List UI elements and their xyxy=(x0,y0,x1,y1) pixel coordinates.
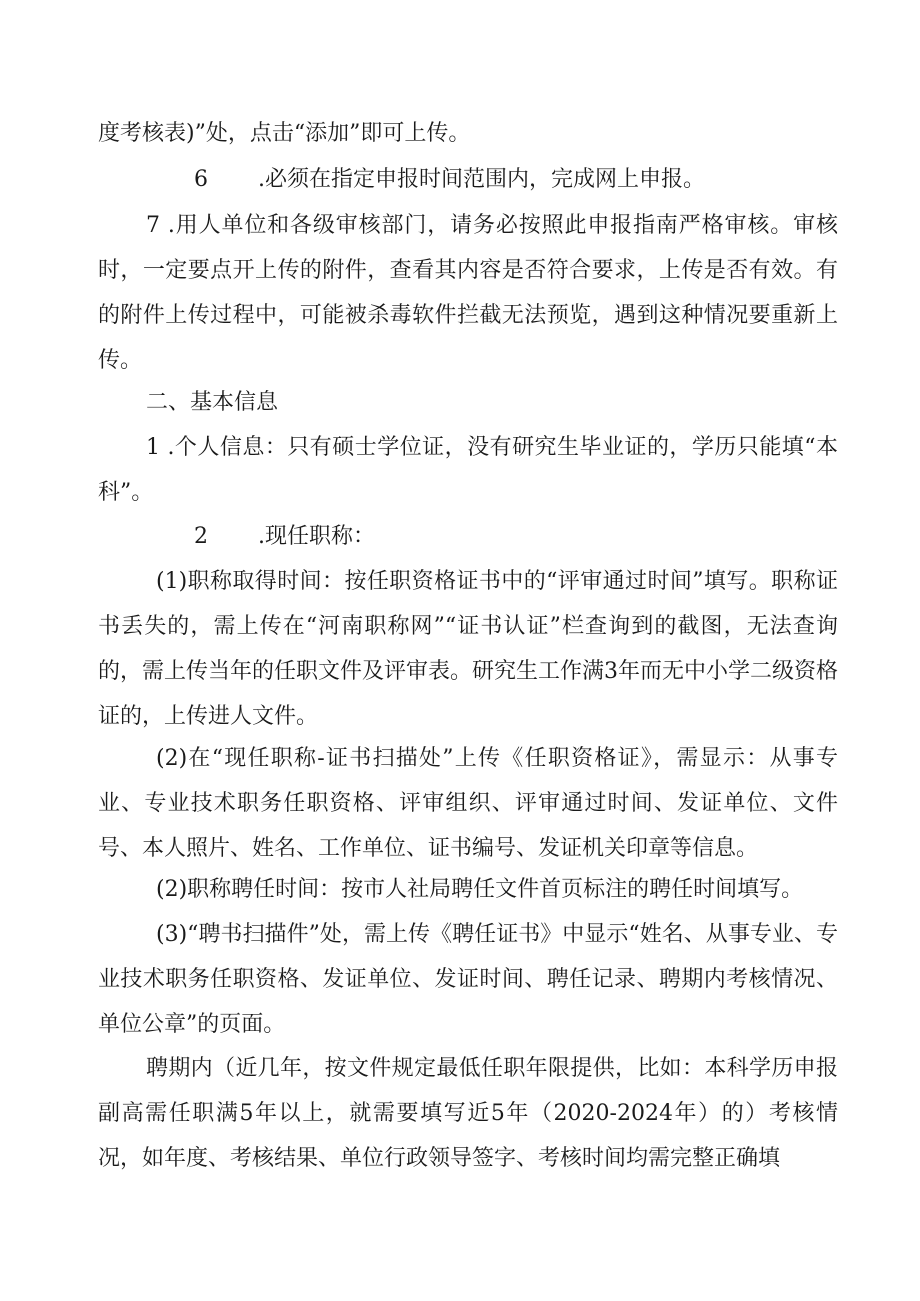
paragraph-7 xyxy=(98,559,838,739)
paragraph-9-text: (2)职称聘任时间：按市人社局聘任文件首页标注的聘任时间填写。 xyxy=(156,877,804,902)
paragraph-6 xyxy=(98,514,838,559)
paragraph-6-text: .现任职称： xyxy=(258,524,375,549)
section-heading-basic-info xyxy=(98,380,838,425)
item-number-2: 2 xyxy=(194,524,208,549)
paragraph-7-text: (1)职称取得时间：按任职资格证书中的“评审通过时间”填写。职称证书丢失的，需上传在“河南职称网”“证书认证”栏查询到的截图，无法查询的，需上传当年的任职文件及评审表。研究生工作满3年而无中小学二级资格证的，上传进人文件。 xyxy=(98,569,838,729)
paragraph-3-text: 7 .用人单位和各级审核部门，请务必按照此申报指南严格审核。审核时，一定要点开上传的附件，查看其内容是否符合要求，上传是否有效。有的附件上传过程中，可能被杀毒软件拦截无法预览，遇到这种情况要重新上传。 xyxy=(98,213,838,373)
paragraph-10 xyxy=(98,912,838,1047)
paragraph-8 xyxy=(98,736,838,871)
paragraph-2 xyxy=(98,157,838,202)
paragraph-5-text: 1 .个人信息：只有硕士学位证，没有研究生毕业证的，学历只能填“本科”。 xyxy=(98,435,838,505)
paragraph-1 xyxy=(98,111,838,156)
paragraph-2-text: .必须在指定申报时间范围内，完成网上申报。 xyxy=(258,167,705,192)
section-heading-text: 二、基本信息 xyxy=(146,390,279,415)
paragraph-9 xyxy=(98,867,838,912)
item-number-6: 6 xyxy=(194,167,208,192)
paragraph-11 xyxy=(98,1046,838,1181)
paragraph-5 xyxy=(98,425,838,515)
paragraph-11-text: 聘期内（近几年，按文件规定最低任职年限提供，比如：本科学历申报副高需任职满5年以上，就需要填写近5年（2020-2024年）的）考核情况，如年度、考核结果、单位行政领导签字、考核时间均需完整正确填 xyxy=(98,1056,838,1171)
paragraph-1-text: 度考核表)”处，点击“添加”即可上传。 xyxy=(98,121,471,146)
paragraph-3 xyxy=(98,203,838,383)
paragraph-10-text: (3)“聘书扫描件”处，需上传《聘任证书》中显示“姓名、从事专业、专业技术职务任职资格、发证单位、发证时间、聘任记录、聘期内考核情况、单位公章”的页面。 xyxy=(98,922,838,1037)
paragraph-8-text: (2)在“现任职称-证书扫描处”上传《任职资格证》，需显示：从事专业、专业技术职务任职资格、评审组织、评审通过时间、发证单位、文件号、本人照片、姓名、工作单位、证书编号、发证机关印章等信息。 xyxy=(98,746,838,861)
